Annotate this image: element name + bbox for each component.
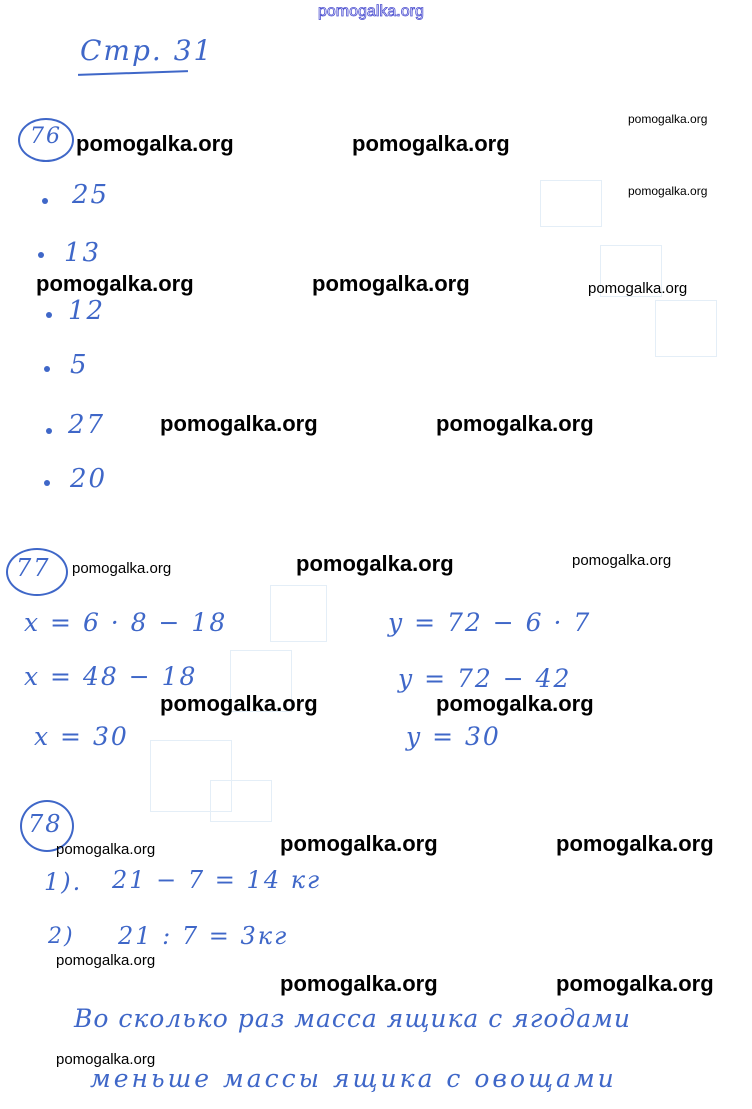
task-76-answer-2: 13 <box>64 238 102 268</box>
task-76-answer-1: 25 <box>72 180 110 210</box>
task-78-text-line-2: меньше массы ящика с овощами <box>90 1064 617 1093</box>
task-78-step-1: 21 − 7 = 14 кг <box>112 866 322 894</box>
task-78-step-2: 21 : 7 = 3кг <box>118 922 289 950</box>
task-77-x-line-3: x = 30 <box>34 722 129 751</box>
watermark: pomogalka.org <box>556 971 714 996</box>
answer-bullet <box>38 252 44 258</box>
watermark: pomogalka.org <box>56 952 156 969</box>
task-77-x-line-1: x = 6 · 8 − 18 <box>24 608 228 637</box>
page-reference-underline <box>78 70 188 76</box>
task-78-number: 78 <box>28 810 63 838</box>
task-77-y-line-3: y = 30 <box>406 722 501 751</box>
watermark: pomogalka.org <box>160 691 318 716</box>
task-77-x-line-2: x = 48 − 18 <box>24 662 198 691</box>
watermark: pomogalka.org <box>572 552 672 569</box>
task-76-answer-6: 20 <box>70 464 108 494</box>
task-76-answer-4: 5 <box>70 350 89 380</box>
task-78-step-1-marker: 1). <box>44 868 83 896</box>
watermark: pomogalka.org <box>76 131 234 156</box>
task-77-y-line-1: y = 72 − 6 · 7 <box>388 608 592 637</box>
task-78-step-2-marker: 2) <box>48 924 75 949</box>
watermark: pomogalka.org <box>312 271 470 296</box>
task-78-text-line-1: Во сколько раз масса ящика с ягодами <box>74 1004 632 1033</box>
watermark: pomogalka.org <box>56 841 156 858</box>
watermark: pomogalka.org <box>556 831 714 856</box>
task-76-answer-3: 12 <box>68 296 106 326</box>
watermark: pomogalka.org <box>36 271 194 296</box>
task-77-number: 77 <box>16 554 51 582</box>
answer-bullet <box>46 312 52 318</box>
watermark: pomogalka.org <box>280 831 438 856</box>
watermark: pomogalka.org <box>436 691 594 716</box>
site-header: pomogalka.org <box>318 3 424 20</box>
watermark: pomogalka.org <box>588 280 688 297</box>
watermark: pomogalka.org <box>56 1051 156 1068</box>
watermark: pomogalka.org <box>280 971 438 996</box>
watermark: pomogalka.org <box>296 551 454 576</box>
watermark: pomogalka.org <box>628 112 708 126</box>
answer-bullet <box>44 480 50 486</box>
page-reference: Стр. 31 <box>80 34 214 67</box>
watermark: pomogalka.org <box>628 184 708 198</box>
answer-bullet <box>42 198 48 204</box>
task-77-y-line-2: y = 72 − 42 <box>398 664 572 693</box>
answer-bullet <box>46 428 52 434</box>
watermark: pomogalka.org <box>160 411 318 436</box>
watermark: pomogalka.org <box>436 411 594 436</box>
watermark: pomogalka.org <box>352 131 510 156</box>
watermark: pomogalka.org <box>72 560 172 577</box>
task-76-answer-5: 27 <box>68 410 106 440</box>
task-76-number: 76 <box>30 124 62 149</box>
answer-bullet <box>44 366 50 372</box>
